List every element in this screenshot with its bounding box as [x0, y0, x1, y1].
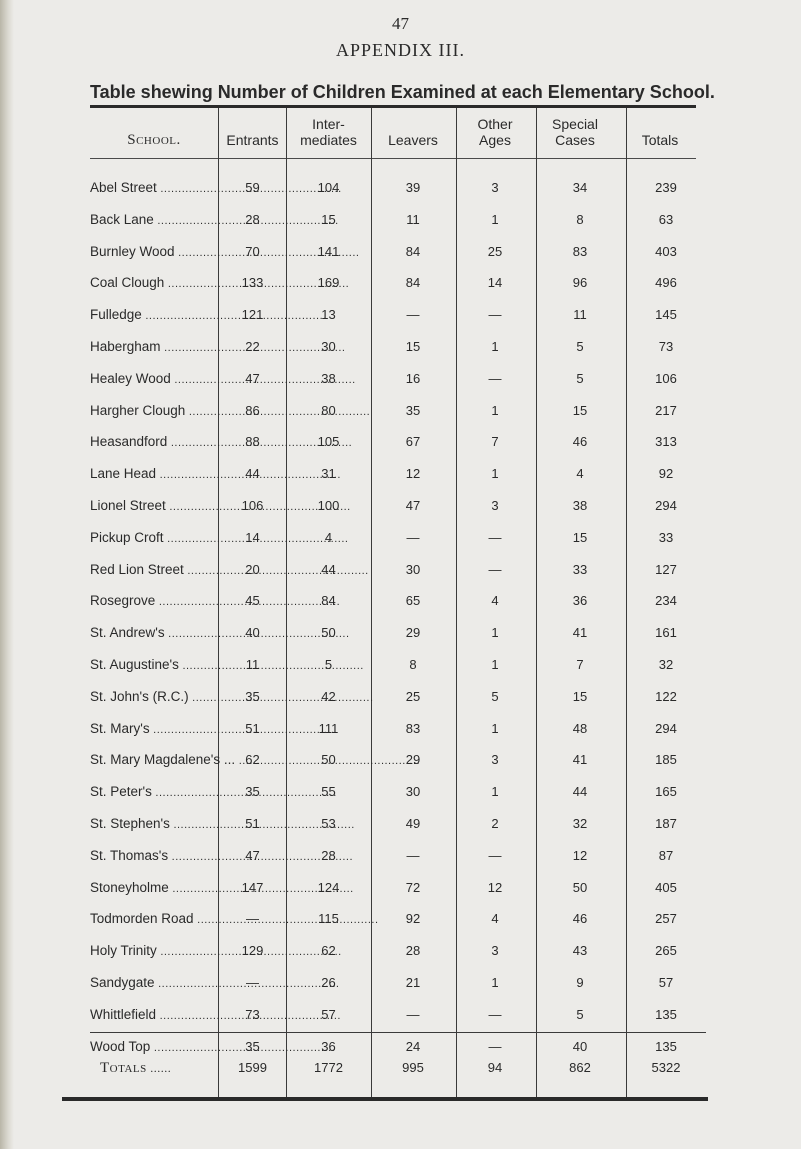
special-cases-cell: 46	[572, 434, 588, 450]
total-intermediates: 1772	[314, 1060, 343, 1075]
special-cases-cell: 36	[572, 593, 588, 609]
intermediates-cell: 100	[317, 498, 340, 513]
totals-cell: 92	[658, 466, 674, 482]
leavers-cell: 39	[405, 180, 421, 195]
intermediates-cell: 84	[321, 593, 336, 609]
totals-cell: 127	[655, 561, 677, 577]
school-name: Fulledge .....	[90, 307, 220, 322]
other-ages-cell: 2	[491, 816, 499, 831]
special-cases-cell: 50	[572, 879, 588, 895]
other-ages-cell: —	[488, 847, 502, 863]
intermediates-cell: 50	[321, 625, 336, 641]
totals-cell: 294	[655, 720, 677, 736]
table-row	[0, 593, 801, 617]
table-row	[0, 180, 801, 204]
intermediates-cell: 30	[321, 339, 336, 354]
intermediates-cell: 15	[321, 211, 336, 227]
other-ages-cell: 1	[491, 466, 499, 482]
leavers-cell: 21	[405, 975, 421, 990]
totals-cell: 257	[655, 911, 677, 927]
leavers-cell: —	[406, 307, 420, 323]
intermediates-cell: 115	[318, 911, 339, 927]
entrants-cell: 70	[245, 243, 260, 259]
entrants-cell: 45	[245, 593, 260, 609]
school-name: Todmorden Road .....	[90, 911, 220, 926]
school-name: Habergham .....	[90, 339, 220, 354]
entrants-cell: 62	[245, 752, 260, 768]
table-row	[0, 530, 801, 554]
school-name: St. Stephen's .....	[90, 816, 220, 831]
leavers-cell: 12	[405, 466, 421, 482]
leavers-cell: —	[406, 1006, 420, 1022]
special-cases-cell: 7	[576, 657, 584, 672]
leavers-cell: 24	[405, 1038, 421, 1054]
school-name: St. Augustine's .....	[90, 657, 220, 672]
entrants-cell: 88	[245, 434, 260, 450]
other-ages-cell: 1	[491, 339, 499, 354]
entrants-cell: 35	[245, 1038, 260, 1054]
totals-cell: 294	[655, 498, 677, 513]
entrants-cell: 35	[245, 688, 260, 704]
leavers-cell: 35	[405, 402, 421, 418]
special-cases-cell: 38	[572, 498, 588, 513]
totals-cell: 239	[655, 180, 677, 195]
totals-cell: 87	[658, 847, 674, 863]
special-cases-cell: 83	[572, 243, 588, 259]
column-header-special-cases: Special Cases	[552, 116, 598, 148]
special-cases-cell: 15	[572, 529, 588, 545]
school-name: Lionel Street .....	[90, 498, 220, 513]
table-row	[0, 466, 801, 490]
other-ages-cell: —	[488, 1038, 502, 1054]
totals-cell: 313	[655, 434, 677, 450]
special-cases-cell: 48	[572, 720, 588, 736]
special-cases-cell: 15	[572, 688, 588, 704]
table-row	[0, 880, 801, 904]
intermediates-cell: 36	[321, 1038, 336, 1054]
table-row	[0, 625, 801, 649]
school-name: Whittlefield .....	[90, 1007, 220, 1022]
totals-rule	[90, 1032, 706, 1033]
school-name: Stoneyholme .....	[90, 880, 220, 895]
entrants-cell: 59	[245, 180, 260, 195]
totals-cell: 161	[655, 625, 677, 641]
column-header-totals: Totals	[641, 132, 679, 148]
entrants-cell: 51	[245, 720, 260, 736]
entrants-cell: 20	[245, 561, 260, 577]
school-name: Abel Street .....	[90, 180, 220, 195]
table-row	[0, 816, 801, 840]
table-row	[0, 339, 801, 363]
leavers-cell: 16	[405, 370, 421, 386]
entrants-cell: 133	[241, 275, 264, 291]
entrants-cell: 86	[245, 402, 260, 418]
table-row	[0, 562, 801, 586]
school-name: Heasandford .....	[90, 434, 220, 449]
table-row	[0, 275, 801, 299]
school-name: Pickup Croft .....	[90, 530, 220, 545]
school-name: St. Andrew's .....	[90, 625, 220, 640]
entrants-cell: —	[246, 975, 259, 990]
special-cases-cell: 40	[572, 1038, 588, 1054]
column-header-entrants: Entrants	[226, 132, 279, 148]
totals-cell: 403	[655, 243, 677, 259]
leavers-cell: 30	[405, 784, 421, 800]
school-name: St. Mary Magdalene's ... .....	[90, 752, 220, 767]
header-rule	[90, 158, 696, 159]
totals-cell: 496	[655, 275, 677, 291]
other-ages-cell: —	[488, 561, 502, 577]
intermediates-cell: 169	[317, 275, 340, 291]
leavers-cell: 8	[409, 657, 417, 672]
intermediates-cell: 44	[321, 561, 336, 577]
special-cases-cell: 43	[572, 943, 588, 959]
totals-cell: 122	[655, 688, 677, 704]
table-row	[0, 657, 801, 681]
table-row	[0, 307, 801, 331]
school-name: Sandygate .....	[90, 975, 220, 990]
totals-cell: 185	[655, 752, 677, 768]
intermediates-cell: 53	[321, 816, 336, 831]
school-name: Holy Trinity .....	[90, 943, 220, 958]
leavers-cell: 72	[405, 879, 421, 895]
school-name: Burnley Wood .....	[90, 244, 220, 259]
intermediates-cell: 13	[321, 307, 336, 323]
other-ages-cell: 25	[487, 243, 503, 259]
intermediates-cell: 42	[321, 688, 336, 704]
other-ages-cell: 1	[491, 784, 499, 800]
leavers-cell: 47	[405, 498, 421, 513]
totals-cell: 265	[655, 943, 677, 959]
table-row	[0, 911, 801, 935]
intermediates-cell: 31	[321, 466, 336, 482]
leavers-cell: 49	[405, 816, 421, 831]
other-ages-cell: 1	[491, 975, 499, 990]
special-cases-cell: 41	[572, 625, 588, 641]
other-ages-cell: 7	[491, 434, 499, 450]
total-special-cases: 862	[569, 1060, 591, 1075]
entrants-cell: 147	[241, 879, 264, 895]
other-ages-cell: 1	[491, 657, 499, 672]
other-ages-cell: 1	[491, 211, 499, 227]
totals-label: Totals ......	[100, 1060, 171, 1077]
intermediates-cell: 26	[321, 975, 336, 990]
leavers-cell: —	[406, 529, 420, 545]
special-cases-cell: 9	[576, 975, 584, 990]
school-name: St. John's (R.C.) .....	[90, 689, 220, 704]
entrants-cell: 40	[245, 625, 260, 641]
special-cases-cell: 5	[576, 339, 584, 354]
table-row	[0, 721, 801, 745]
other-ages-cell: 14	[487, 275, 503, 291]
leavers-cell: 65	[405, 593, 421, 609]
other-ages-cell: 4	[491, 911, 499, 927]
other-ages-cell: 3	[491, 498, 499, 513]
school-name: St. Thomas's .....	[90, 848, 220, 863]
school-name: Hargher Clough .....	[90, 403, 220, 418]
totals-cell: 165	[655, 784, 677, 800]
totals-cell: 73	[658, 339, 674, 354]
entrants-cell: —	[246, 911, 259, 927]
other-ages-cell: —	[488, 529, 502, 545]
totals-cell: 145	[655, 307, 677, 323]
totals-cell: 33	[658, 529, 674, 545]
entrants-cell: 121	[241, 307, 264, 323]
special-cases-cell: 32	[572, 816, 588, 831]
other-ages-cell: 3	[491, 752, 499, 768]
total-entrants: 1599	[238, 1060, 267, 1075]
special-cases-cell: 33	[572, 561, 588, 577]
intermediates-cell: 28	[321, 847, 336, 863]
entrants-cell: 106	[241, 498, 264, 513]
table-row	[0, 244, 801, 268]
entrants-cell: 47	[245, 847, 260, 863]
intermediates-cell: 104	[317, 180, 340, 195]
column-header-other-ages: Other Ages	[477, 116, 513, 148]
intermediates-cell: 5	[324, 657, 333, 672]
total-leavers: 995	[402, 1060, 424, 1075]
totals-cell: 106	[655, 370, 677, 386]
entrants-cell: 73	[245, 1006, 260, 1022]
intermediates-cell: 62	[321, 943, 336, 959]
total-other-ages: 94	[487, 1060, 503, 1075]
column-header-school: School.	[127, 132, 181, 148]
table-row	[0, 689, 801, 713]
totals-cell: 217	[655, 402, 677, 418]
special-cases-cell: 5	[576, 370, 584, 386]
table-row	[0, 943, 801, 967]
special-cases-cell: 34	[572, 180, 588, 195]
leavers-cell: 83	[405, 720, 421, 736]
entrants-cell: 35	[245, 784, 260, 800]
special-cases-cell: 41	[572, 752, 588, 768]
special-cases-cell: 11	[573, 307, 587, 323]
special-cases-cell: 8	[576, 211, 584, 227]
entrants-cell: 47	[245, 370, 260, 386]
intermediates-cell: 124	[317, 879, 340, 895]
table-row	[0, 752, 801, 776]
grand-total: 5322	[651, 1060, 681, 1075]
table-row	[0, 212, 801, 236]
table-row	[0, 1039, 801, 1063]
school-name: Lane Head .....	[90, 466, 220, 481]
leavers-cell: 67	[405, 434, 421, 450]
special-cases-cell: 15	[572, 402, 588, 418]
entrants-cell: 44	[245, 466, 260, 482]
totals-cell: 135	[655, 1038, 677, 1054]
special-cases-cell: 12	[572, 847, 588, 863]
table-bottom-rule	[62, 1097, 708, 1101]
entrants-cell: 14	[245, 529, 260, 545]
totals-cell: 57	[658, 975, 674, 990]
other-ages-cell: —	[488, 1006, 502, 1022]
other-ages-cell: —	[488, 370, 502, 386]
other-ages-cell: —	[488, 307, 502, 323]
other-ages-cell: 4	[491, 593, 499, 609]
special-cases-cell: 96	[572, 275, 588, 291]
school-name: St. Mary's .....	[90, 721, 220, 736]
other-ages-cell: 3	[491, 943, 499, 959]
intermediates-cell: 141	[317, 243, 340, 259]
other-ages-cell: 1	[491, 720, 499, 736]
table-row	[0, 403, 801, 427]
leavers-cell: 84	[405, 243, 421, 259]
table-title: Table shewing Number of Children Examined at each Elementary School.	[90, 82, 715, 102]
table-row	[0, 848, 801, 872]
other-ages-cell: 1	[491, 402, 499, 418]
intermediates-cell: 57	[321, 1006, 336, 1022]
entrants-cell: 22	[245, 339, 260, 354]
intermediates-cell: 111	[318, 720, 339, 736]
totals-cell: 405	[655, 879, 677, 895]
table-row	[0, 1007, 801, 1031]
leavers-cell: 30	[405, 561, 421, 577]
special-cases-cell: 46	[572, 911, 588, 927]
intermediates-cell: 50	[321, 752, 336, 768]
school-name: Rosegrove .....	[90, 593, 220, 608]
other-ages-cell: 1	[491, 625, 499, 641]
intermediates-cell: 55	[321, 784, 336, 800]
table-row	[0, 975, 801, 999]
school-name: Coal Clough .....	[90, 275, 220, 290]
leavers-cell: 28	[405, 943, 421, 959]
column-header-leavers: Leavers	[388, 132, 438, 148]
special-cases-cell: 4	[576, 466, 584, 482]
leavers-cell: —	[406, 847, 420, 863]
leavers-cell: 92	[405, 911, 421, 927]
entrants-cell: 28	[245, 211, 260, 227]
other-ages-cell: 3	[491, 180, 499, 195]
school-name: Back Lane .....	[90, 212, 220, 227]
table-row	[0, 371, 801, 395]
appendix-title: APPENDIX III.	[336, 40, 465, 60]
table-row	[0, 498, 801, 522]
column-header-intermediates: Inter- mediates	[300, 116, 357, 148]
table-row	[0, 784, 801, 808]
totals-cell: 234	[655, 593, 677, 609]
school-name: St. Peter's .....	[90, 784, 220, 799]
entrants-cell: 51	[245, 816, 260, 831]
leavers-cell: 11	[406, 211, 420, 227]
leavers-cell: 15	[405, 339, 421, 354]
leavers-cell: 84	[405, 275, 421, 291]
intermediates-cell: 105	[317, 434, 340, 450]
school-name: Red Lion Street .....	[90, 562, 220, 577]
page-number: 47	[392, 14, 409, 33]
other-ages-cell: 5	[491, 688, 499, 704]
other-ages-cell: 12	[487, 879, 503, 895]
intermediates-cell: 38	[321, 370, 336, 386]
intermediates-cell: 4	[324, 529, 333, 545]
leavers-cell: 29	[405, 752, 421, 768]
totals-cell: 32	[658, 657, 674, 672]
school-name: Wood Top .....	[90, 1039, 220, 1054]
entrants-cell: 129	[241, 943, 264, 959]
table-row	[0, 434, 801, 458]
totals-cell: 135	[655, 1006, 677, 1022]
leavers-cell: 25	[405, 688, 421, 704]
special-cases-cell: 5	[576, 1006, 584, 1022]
school-name: Healey Wood .....	[90, 371, 220, 386]
leavers-cell: 29	[405, 625, 421, 641]
intermediates-cell: 80	[321, 402, 336, 418]
totals-cell: 187	[655, 816, 677, 831]
entrants-cell: 11	[245, 657, 260, 672]
special-cases-cell: 44	[572, 784, 588, 800]
totals-cell: 63	[658, 211, 674, 227]
